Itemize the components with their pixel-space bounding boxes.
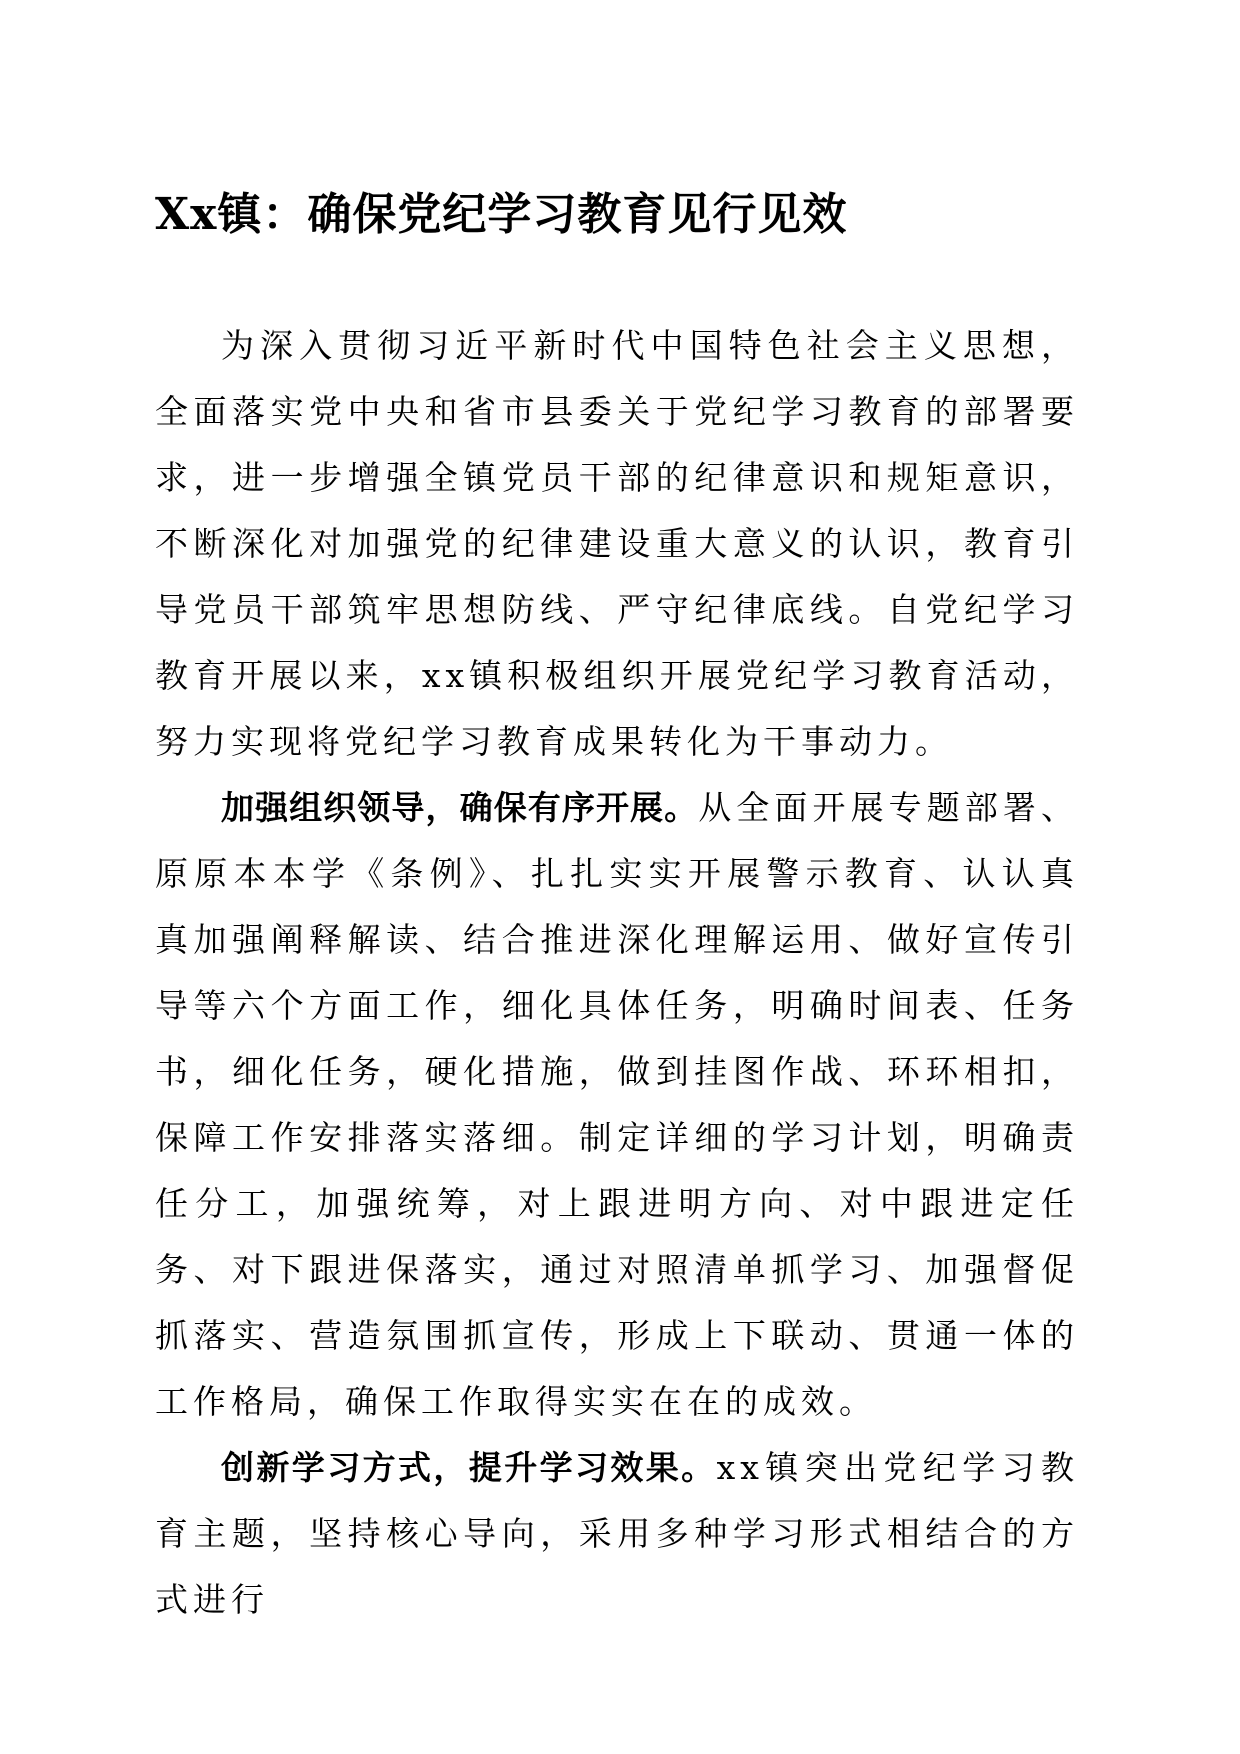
paragraph-organization	[155, 775, 1079, 1435]
paragraph-learning-methods	[155, 1435, 1079, 1633]
document-body	[155, 313, 1079, 1633]
document-title: Xx镇：确保党纪学习教育见行见效	[155, 189, 848, 240]
paragraph-intro	[155, 313, 1079, 775]
paragraph-lead: 创新学习方式，提升学习效果。	[221, 1448, 717, 1487]
paragraph-text: 为深入贯彻习近平新时代中国特色社会主义思想，全面落实党中央和省市县委关于党纪学习教育的部署要求，进一步增强全镇党员干部的纪律意识和规矩意识，不断深化对加强党的纪律建设重大意义的认识，教育引导党员干部筑牢思想防线、严守纪律底线。自党纪学习教育开展以来，xx镇积极组织开展党纪学习教育活动，努力实现将党纪学习教育成果转化为干事动力。	[155, 326, 1079, 761]
paragraph-text: 从全面开展专题部署、原原本本学《条例》、扎扎实实开展警示教育、认认真真加强阐释解读、结合推进深化理解运用、做好宣传引导等六个方面工作，细化具体任务，明确时间表、任务书，细化任务，硬化措施，做到挂图作战、环环相扣，保障工作安排落实落细。制定详细的学习计划，明确责任分工，加强统筹，对上跟进明方向、对中跟进定任务、对下跟进保落实，通过对照清单抓学习、加强督促抓落实、营造氛围抓宣传，形成上下联动、贯通一体的工作格局，确保工作取得实实在在的成效。	[155, 788, 1080, 1421]
paragraph-lead: 加强组织领导，确保有序开展。	[221, 788, 699, 827]
paragraph-text: xx镇突出党纪学习教育主题，坚持核心导向，采用多种学习形式相结合的方式进行	[155, 1448, 1079, 1619]
